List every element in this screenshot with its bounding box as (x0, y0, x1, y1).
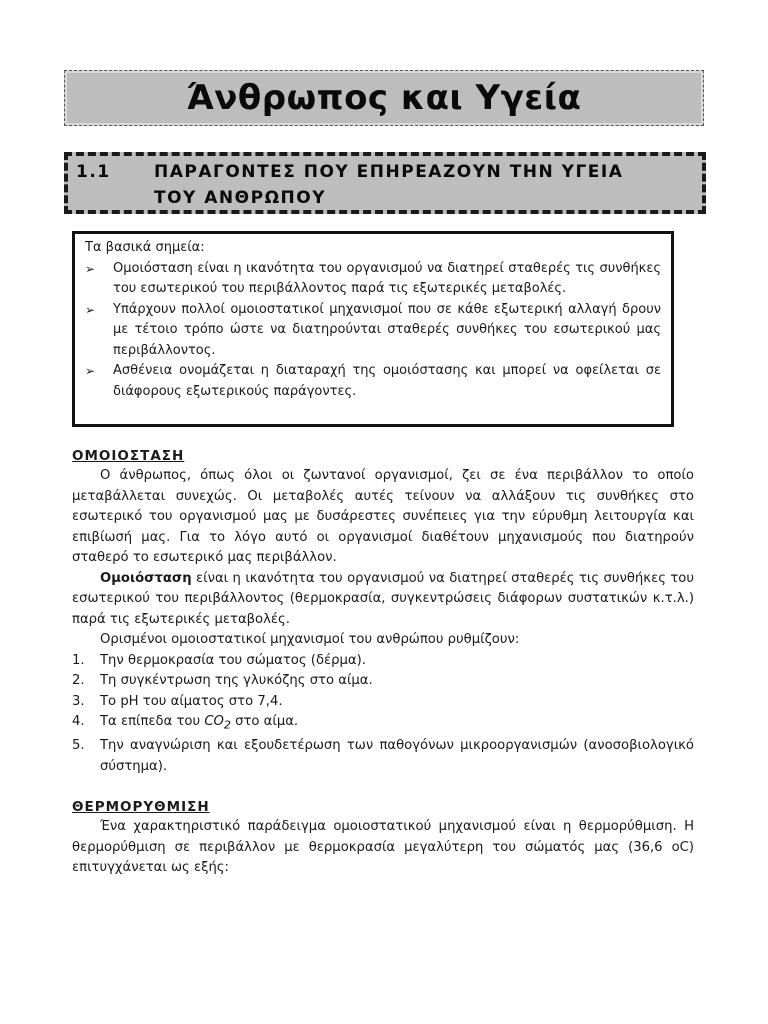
chapter-title: Άνθρωπος και Υγεία (186, 78, 582, 118)
formula-subscript: 2 (223, 718, 231, 732)
key-point-item (85, 361, 661, 402)
key-point-text: Ομοιόσταση είναι η ικανότητα του οργανισμού να διατηρεί σταθερές τις συνθήκες του εσωτερικού του περιβάλλοντος παρά τις εξωτερικές μεταβολές. (113, 260, 661, 296)
chapter-title-box (64, 70, 704, 126)
list-item-text-after: στο αίμα. (230, 714, 299, 729)
list-item (72, 736, 694, 777)
formula-base: CO (204, 714, 224, 729)
list-item (72, 651, 694, 672)
section-number: 1.1 (76, 162, 111, 182)
arrow-bullet-icon: ➢ (85, 302, 96, 317)
thermoregulation-heading: ΘΕΡΜΟΡΥΘΜΙΣΗ (72, 799, 210, 816)
list-item-text-before: Τα επίπεδα του (100, 714, 205, 729)
list-item-text: Το pH του αίματος στο 7,4. (100, 693, 283, 709)
section-title-line2: ΤΟΥ ΑΝΘΡΩΠΟΥ (154, 188, 327, 208)
list-number: 5. (72, 738, 85, 754)
section-heading-box (64, 152, 706, 214)
key-point-item (85, 300, 661, 362)
section-title-line1: ΠΑΡΑΓΟΝΤΕΣ ΠΟΥ ΕΠΗΡΕΑΖΟΥΝ ΤΗΝ ΥΓΕΙΑ (154, 162, 624, 182)
list-number: 2. (72, 673, 85, 688)
arrow-bullet-icon: ➢ (85, 261, 96, 276)
key-point-text: Ασθένεια ονομάζεται η διαταραχή της ομοιόστασης και μπορεί να οφείλεται σε διάφορους εξωτερικούς παράγοντες. (113, 363, 661, 399)
key-point-text: Υπάρχουν πολλοί ομοιοστατικοί μηχανισμοί που σε κάθε εξωτερική αλλαγή δρουν με τέτοιο τρόπο ώστε να διατηρούνται σταθερές συνθήκες του εσωτερικού μας περιβάλλοντος. (113, 301, 661, 358)
list-item-text: Τη συγκέντρωση της γλυκόζης στο αίμα. (100, 673, 373, 688)
homeostasis-paragraph-3: Ορισμένοι ομοιοστατικοί μηχανισμοί του ανθρώπου ρυθμίζουν: (100, 632, 520, 647)
homeostasis-term: Ομοιόσταση (100, 570, 192, 586)
list-item (72, 712, 694, 736)
key-points-heading: Τα βασικά σημεία: (85, 240, 205, 255)
list-item (72, 671, 694, 692)
section-spacer (72, 777, 694, 797)
key-point-item (85, 259, 661, 300)
list-item (72, 692, 694, 713)
key-points-list (85, 259, 661, 403)
list-number: 4. (72, 714, 85, 729)
mechanisms-list (72, 651, 694, 778)
co2-formula (204, 714, 231, 732)
key-points-box (72, 231, 674, 427)
thermoregulation-paragraph-1: Ένα χαρακτηριστικό παράδειγμα ομοιοστατικού μηχανισμού είναι η θερμορύθμιση. Η θερμορύθμιση σε περιβάλλον με θερμοκρασία μεγαλύτερη του σώματός μας (36,6 oC) επιτυγχάνεται ως εξής: (72, 819, 694, 876)
list-number: 3. (72, 693, 85, 709)
main-content (72, 446, 694, 879)
list-item-text: Την θερμοκρασία του σώματος (δέρμα). (100, 652, 366, 668)
homeostasis-paragraph-2 (72, 569, 694, 631)
homeostasis-paragraph-1: Ο άνθρωπος, όπως όλοι οι ζωντανοί οργανισμοί, ζει σε ένα περιβάλλον το οποίο μεταβάλλεται συνεχώς. Οι μεταβολές αυτές τείνουν να αλλάξουν τις συνθήκες στο εσωτερικό του οργανισμού μας με δυσάρεστες συνέπειες για την εύρυθμη λειτουργία και επιβίωσή μας. Για το λόγο αυτό οι οργανισμοί διαθέτουν μηχανισμούς που διατηρούν σταθερό το εσωτερικό μας περιβάλλον. (72, 468, 694, 565)
list-number: 1. (72, 652, 85, 668)
section-heading-line1 (76, 159, 690, 185)
homeostasis-heading: ΟΜΟΙΟΣΤΑΣΗ (72, 448, 185, 464)
list-item-text: Την αναγνώριση και εξουδετέρωση των παθογόνων μικροοργανισμών (ανοσοβιολογικό σύστημα). (100, 738, 694, 774)
homeostasis-definition: είναι η ικανότητα του οργανισμού να διατηρεί σταθερές τις συνθήκες του εσωτερικού του περιβάλλοντος (θερμοκρασία, συγκεντρώσεις διάφορων συστατικών κ.τ.λ.) παρά τις εξωτερικές μεταβολές. (72, 570, 694, 627)
arrow-bullet-icon: ➢ (85, 364, 96, 378)
